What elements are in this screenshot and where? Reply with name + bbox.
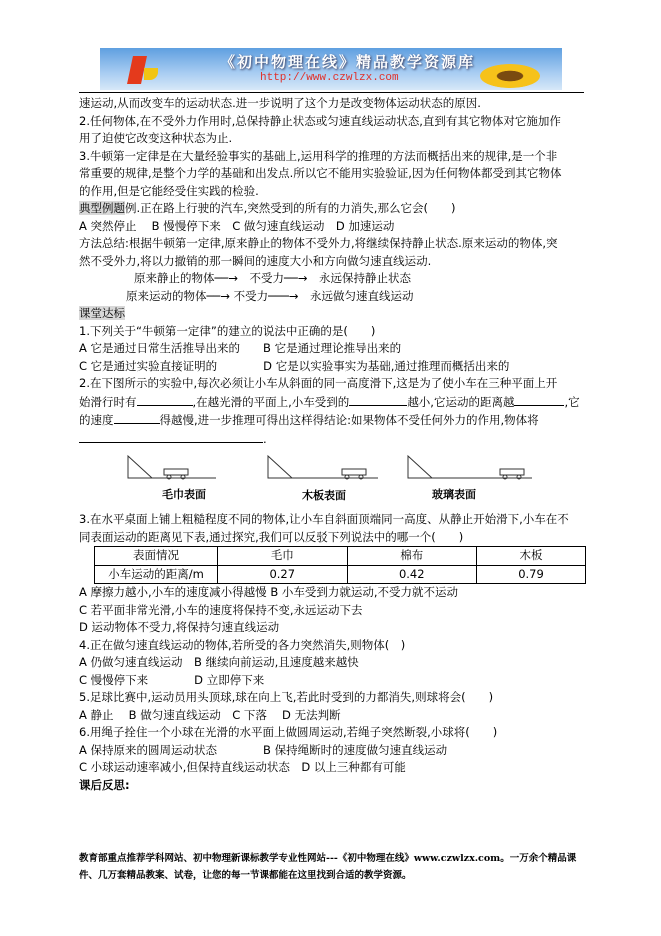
q3-stem: 3.在水平桌面上铺上粗糙程度不同的物体,让小车自斜面顶端同一高度、从静止开始滑下,小车在不 [79,512,569,526]
table-header: 棉布 [347,547,477,566]
q2-line [79,430,589,449]
table-header: 毛巾 [218,547,348,566]
q6-option: A 保持原来的圆周运动状态 B 保持绳断时的速度做匀速直线运动 [79,742,448,757]
footer-line: 件、几万套精品教案、试卷，让您的每一节课都能在这里找到合适的教学资源。 [79,870,412,881]
sunflower-icon [480,64,540,88]
answer-blank[interactable] [79,430,263,443]
example-heading: 典型例题 [79,201,125,215]
site-banner [100,48,562,90]
incline-glass [408,456,532,479]
table-cell: 0.42 [347,565,477,584]
table-cell: 0.79 [477,565,586,584]
practice-heading: 课堂达标 [79,306,125,320]
q3-option: A 摩擦力越小,小车的速度减小得越慢 B 小车受到力就运动,不受力就不运动 [79,585,459,599]
text-line: 用了迫使它改变这种状态为止. [79,131,233,145]
q4-option: A 仍做匀速直线运动 B 继续向前运动,且速度越来越快 [79,655,359,669]
distance-table [94,546,586,584]
text-line: 3.牛顿第一定律是在大量经验事实的基础上,运用科学的推理的方法而概括出来的规律,是一个非 [79,148,558,163]
example-options: A 突然停止 B 慢慢停下来 C 做匀速直线运动 D 加速运动 [79,218,395,233]
figure-label: 玻璃表面 [432,488,476,501]
flow-line: 原来运动的物体──→ 不受力───→ 永远做匀速直线运动 [126,288,414,303]
q1-options: C 它是通过实验直接证明的 D 它是以实验事实为基础,通过推理而概括出来的 [79,358,510,373]
answer-blank[interactable] [137,393,193,406]
text: 得越慢,进一步推理可得出这样得结论:如果物体不受任何外力的作用,物体将 [159,413,539,427]
footer-line: 教育部重点推荐学科网站、初中物理新课标教学专业性网站---《初中物理在线》www.czwlzx.com。一万余个精品课 [79,853,577,864]
text: 的速度 [79,413,114,427]
incline-wood [268,456,378,479]
table-row [95,565,586,584]
logo-accent-icon [144,68,158,80]
intro-text [79,95,589,448]
q4-stem: 4.正在做匀速直线运动的物体,若所受的各力突然消失,则物体( ) [79,637,406,652]
summary-line: 然不受外力,将以力撤销的那一瞬间的速度大小和方向做匀速直线运动. [79,253,432,268]
text: . [263,431,267,446]
answer-blank[interactable] [114,411,160,424]
experiment-figure [120,452,540,504]
incline-towel [128,456,216,479]
answer-blank[interactable] [349,393,407,406]
flow-line: 原来静止的物体──→ 不受力──→ 永远保持静止状态 [134,271,411,285]
example-question [79,200,589,218]
banner-url: http://www.czwlzx.com [260,72,399,84]
text-line: 2.任何物体,在不受外力作用时,总保持静止状态或匀速直线运动状态,直到有其它物体对它施加作 [79,113,561,128]
q2-stem: 2.在下图所示的实验中,每次必须让小车从斜面的同一高度滑下,这是为了使小车在三种平面上开 [79,376,558,390]
table-header-row [95,547,586,566]
q3-stem: 同表面运动的距离见下表,通过探究,我们可以反驳下列说法中的哪一个( ) [79,529,464,544]
summary-line: 方法总结:根据牛顿第一定律,原来静止的物体不受外力,将继续保持静止状态.原来运动的物体,突 [79,236,558,250]
footer [79,850,589,884]
table-header: 木板 [477,547,586,566]
question-text: 例.正在路上行驶的汽车,突然受到的所有的力消失,那么它会( ) [125,201,456,215]
figure-label: 木板表面 [302,489,346,502]
q2-line [79,411,589,430]
q5-stem: 5.足球比赛中,运动员用头顶球,球在向上飞,若此时受到的力都消失,则球将会( ) [79,690,494,704]
banner-title: 《初中物理在线》精品教学资源库 [220,53,476,71]
q1-options: A 它是通过日常生活推导出来的 B 它是通过理论推导出来的 [79,341,402,355]
q1-stem: 1.下列关于“牛顿第一定律”的建立的说法中正确的是( ) [79,323,376,338]
q3-section [79,511,589,794]
table-cell: 小车运动的距离/m [95,565,218,584]
q6-option: C 小球运动速率减小,但保持直线运动状态 D 以上三种都有可能 [79,760,406,774]
reflection-heading: 课后反思: [79,777,130,792]
q4-option: C 慢慢停下来 D 立即停下来 [79,672,265,687]
text: ,在越光滑的平面上,小车受到的 [192,394,350,409]
q3-option: C 若平面非常光滑,小车的速度将保持不变,永远运动下去 [79,602,363,617]
text-line: 的作用,但是它能经受住实践的检验. [79,183,259,198]
table-header: 表面情况 [95,547,218,566]
q6-stem: 6.用绳子拴住一个小球在光滑的水平面上做圆周运动,若绳子突然断裂,小球将( ) [79,725,498,739]
q2-line [79,393,589,412]
answer-blank[interactable] [514,393,564,406]
q3-option: D 运动物体不受力,将保持匀速直线运动 [79,620,280,634]
text: 始滑行时有 [79,394,137,409]
text-line: 常重要的规律,是整个力学的基础和出发点.所以它不能用实验验证,因为任何物体都受到其它物体 [79,166,562,180]
text: 越小,它运动的距离越 [407,394,515,409]
text: ,它 [564,394,580,409]
table-cell: 0.27 [218,565,348,584]
q5-option: A 静止 B 做匀速直线运动 C 下落 D 无法判断 [79,707,341,722]
header-divider [79,92,584,93]
figure-label: 毛巾表面 [162,488,206,501]
text-line: 速运动,从而改变车的运动状态.进一步说明了这个力是改变物体运动状态的原因. [79,96,481,110]
